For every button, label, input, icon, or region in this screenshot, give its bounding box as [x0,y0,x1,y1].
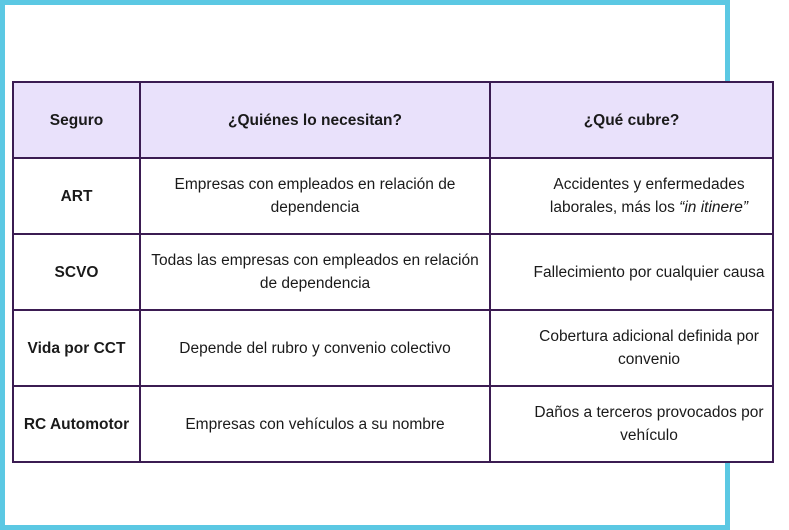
cell-quienes: Todas las empresas con empleados en relación de dependencia [140,234,490,310]
cell-cubre [490,386,773,462]
cubre-italic: “in itinere” [679,199,749,216]
cubre-line-1: Accidentes y enfermedades [553,176,745,193]
cubre-line-1: Daños a terceros provocados por [534,404,764,421]
cubre-text [509,261,789,284]
cell-quienes: Empresas con vehículos a su nombre [140,386,490,462]
table-row [13,386,773,462]
table-header-row [13,82,773,158]
cell-seguro: ART [13,158,140,234]
table-row [13,310,773,386]
table-row [13,158,773,234]
cell-seguro: Vida por CCT [13,310,140,386]
cubre-line-2: convenio [617,351,681,368]
cubre-text [509,401,789,447]
header-quienes: ¿Quiénes lo necesitan? [140,82,490,158]
insurance-table [12,81,774,463]
cubre-line-1: Cobertura adicional definida por [539,328,759,345]
cell-cubre [490,234,773,310]
cell-cubre [490,158,773,234]
insurance-table-container [12,81,772,463]
cubre-line-2: laborales, más los [549,199,680,216]
cubre-line-2: vehículo [620,427,678,444]
cubre-line-1: Fallecimiento por cualquier causa [533,263,765,281]
cubre-text [509,325,789,371]
header-que-cubre: ¿Qué cubre? [490,82,773,158]
table-row [13,234,773,310]
header-seguro: Seguro [13,82,140,158]
cell-cubre [490,310,773,386]
cell-seguro: RC Automotor [13,386,140,462]
cell-seguro: SCVO [13,234,140,310]
cubre-text [509,173,789,219]
cell-quienes: Empresas con empleados en relación de dependencia [140,158,490,234]
cell-quienes: Depende del rubro y convenio colectivo [140,310,490,386]
